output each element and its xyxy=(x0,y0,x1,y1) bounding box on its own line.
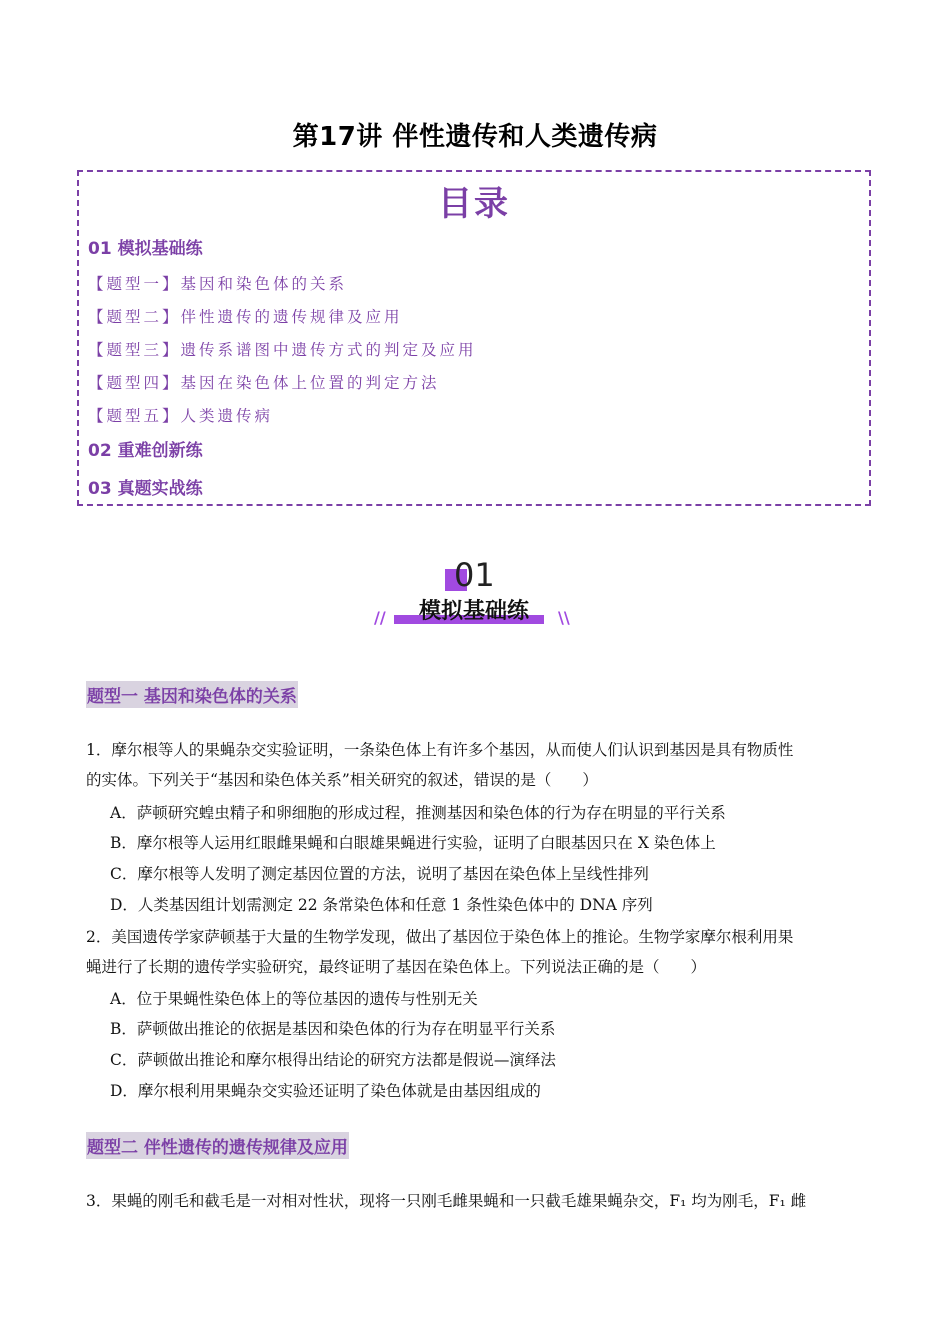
section-label: 模拟基础练 xyxy=(418,599,529,624)
question-2-option-b: B．萨顿做出推论的依据是基因和染色体的行为存在明显平行关系 xyxy=(110,1020,556,1038)
toc-section-02[interactable]: 02 重难创新练 xyxy=(88,441,203,461)
toc-item-type5[interactable]: 【题型五】人类遗传病 xyxy=(88,407,274,425)
table-of-contents xyxy=(77,170,871,506)
toc-item-type3[interactable]: 【题型三】遗传系谱图中遗传方式的判定及应用 xyxy=(88,341,477,359)
section-badge xyxy=(374,556,574,634)
section-number: 01 xyxy=(454,556,495,594)
question-1-option-a: A．萨顿研究蝗虫精子和卵细胞的形成过程，推测基因和染色体的行为存在明显的平行关系 xyxy=(110,804,726,822)
type-heading-2: 题型二 伴性遗传的遗传规律及应用 xyxy=(86,1132,349,1159)
badge-left-mark: // xyxy=(374,608,386,627)
question-2-option-a: A．位于果蝇性染色体上的等位基因的遗传与性别无关 xyxy=(110,990,478,1008)
toc-item-type4[interactable]: 【题型四】基因在染色体上位置的判定方法 xyxy=(88,374,440,392)
question-2-line-2: 蝇进行了长期的遗传学实验研究，最终证明了基因在染色体上。下列说法正确的是（ ） xyxy=(86,958,707,976)
question-2-option-c: C．萨顿做出推论和摩尔根得出结论的研究方法都是假说—演绎法 xyxy=(110,1051,556,1069)
question-1-option-c: C．摩尔根等人发明了测定基因位置的方法，说明了基因在染色体上呈线性排列 xyxy=(110,865,649,883)
type-heading-1: 题型一 基因和染色体的关系 xyxy=(86,681,298,708)
question-1-line-1: 1．摩尔根等人的果蝇杂交实验证明，一条染色体上有许多个基因，从而使人们认识到基因是具有物质性 xyxy=(86,741,794,759)
document-title: 第17讲 伴性遗传和人类遗传病 xyxy=(292,122,658,152)
question-2-option-d: D．摩尔根利用果蝇杂交实验还证明了染色体就是由基因组成的 xyxy=(110,1082,541,1100)
question-2-line-1: 2．美国遗传学家萨顿基于大量的生物学发现，做出了基因位于染色体上的推论。生物学家摩尔根利用果 xyxy=(86,928,794,946)
badge-right-mark: \\ xyxy=(558,608,570,627)
question-1-option-d: D．人类基因组计划需测定 22 条常染色体和任意 1 条性染色体中的 DNA 序列 xyxy=(110,896,653,914)
toc-section-03[interactable]: 03 真题实战练 xyxy=(88,479,203,499)
toc-section-01[interactable]: 01 模拟基础练 xyxy=(88,239,203,259)
toc-item-type2[interactable]: 【题型二】伴性遗传的遗传规律及应用 xyxy=(88,308,403,326)
question-1-line-2: 的实体。下列关于“基因和染色体关系”相关研究的叙述，错误的是（ ） xyxy=(86,771,598,789)
question-1-option-b: B．摩尔根等人运用红眼雌果蝇和白眼雄果蝇进行实验，证明了白眼基因只在 X 染色体上 xyxy=(110,834,716,852)
toc-heading: 目录 xyxy=(438,184,510,224)
toc-item-type1[interactable]: 【题型一】基因和染色体的关系 xyxy=(88,275,348,293)
question-3-line-1: 3．果蝇的刚毛和截毛是一对相对性状，现将一只刚毛雌果蝇和一只截毛雄果蝇杂交，F₁ 均为刚毛，F₁ 雌 xyxy=(86,1192,807,1210)
